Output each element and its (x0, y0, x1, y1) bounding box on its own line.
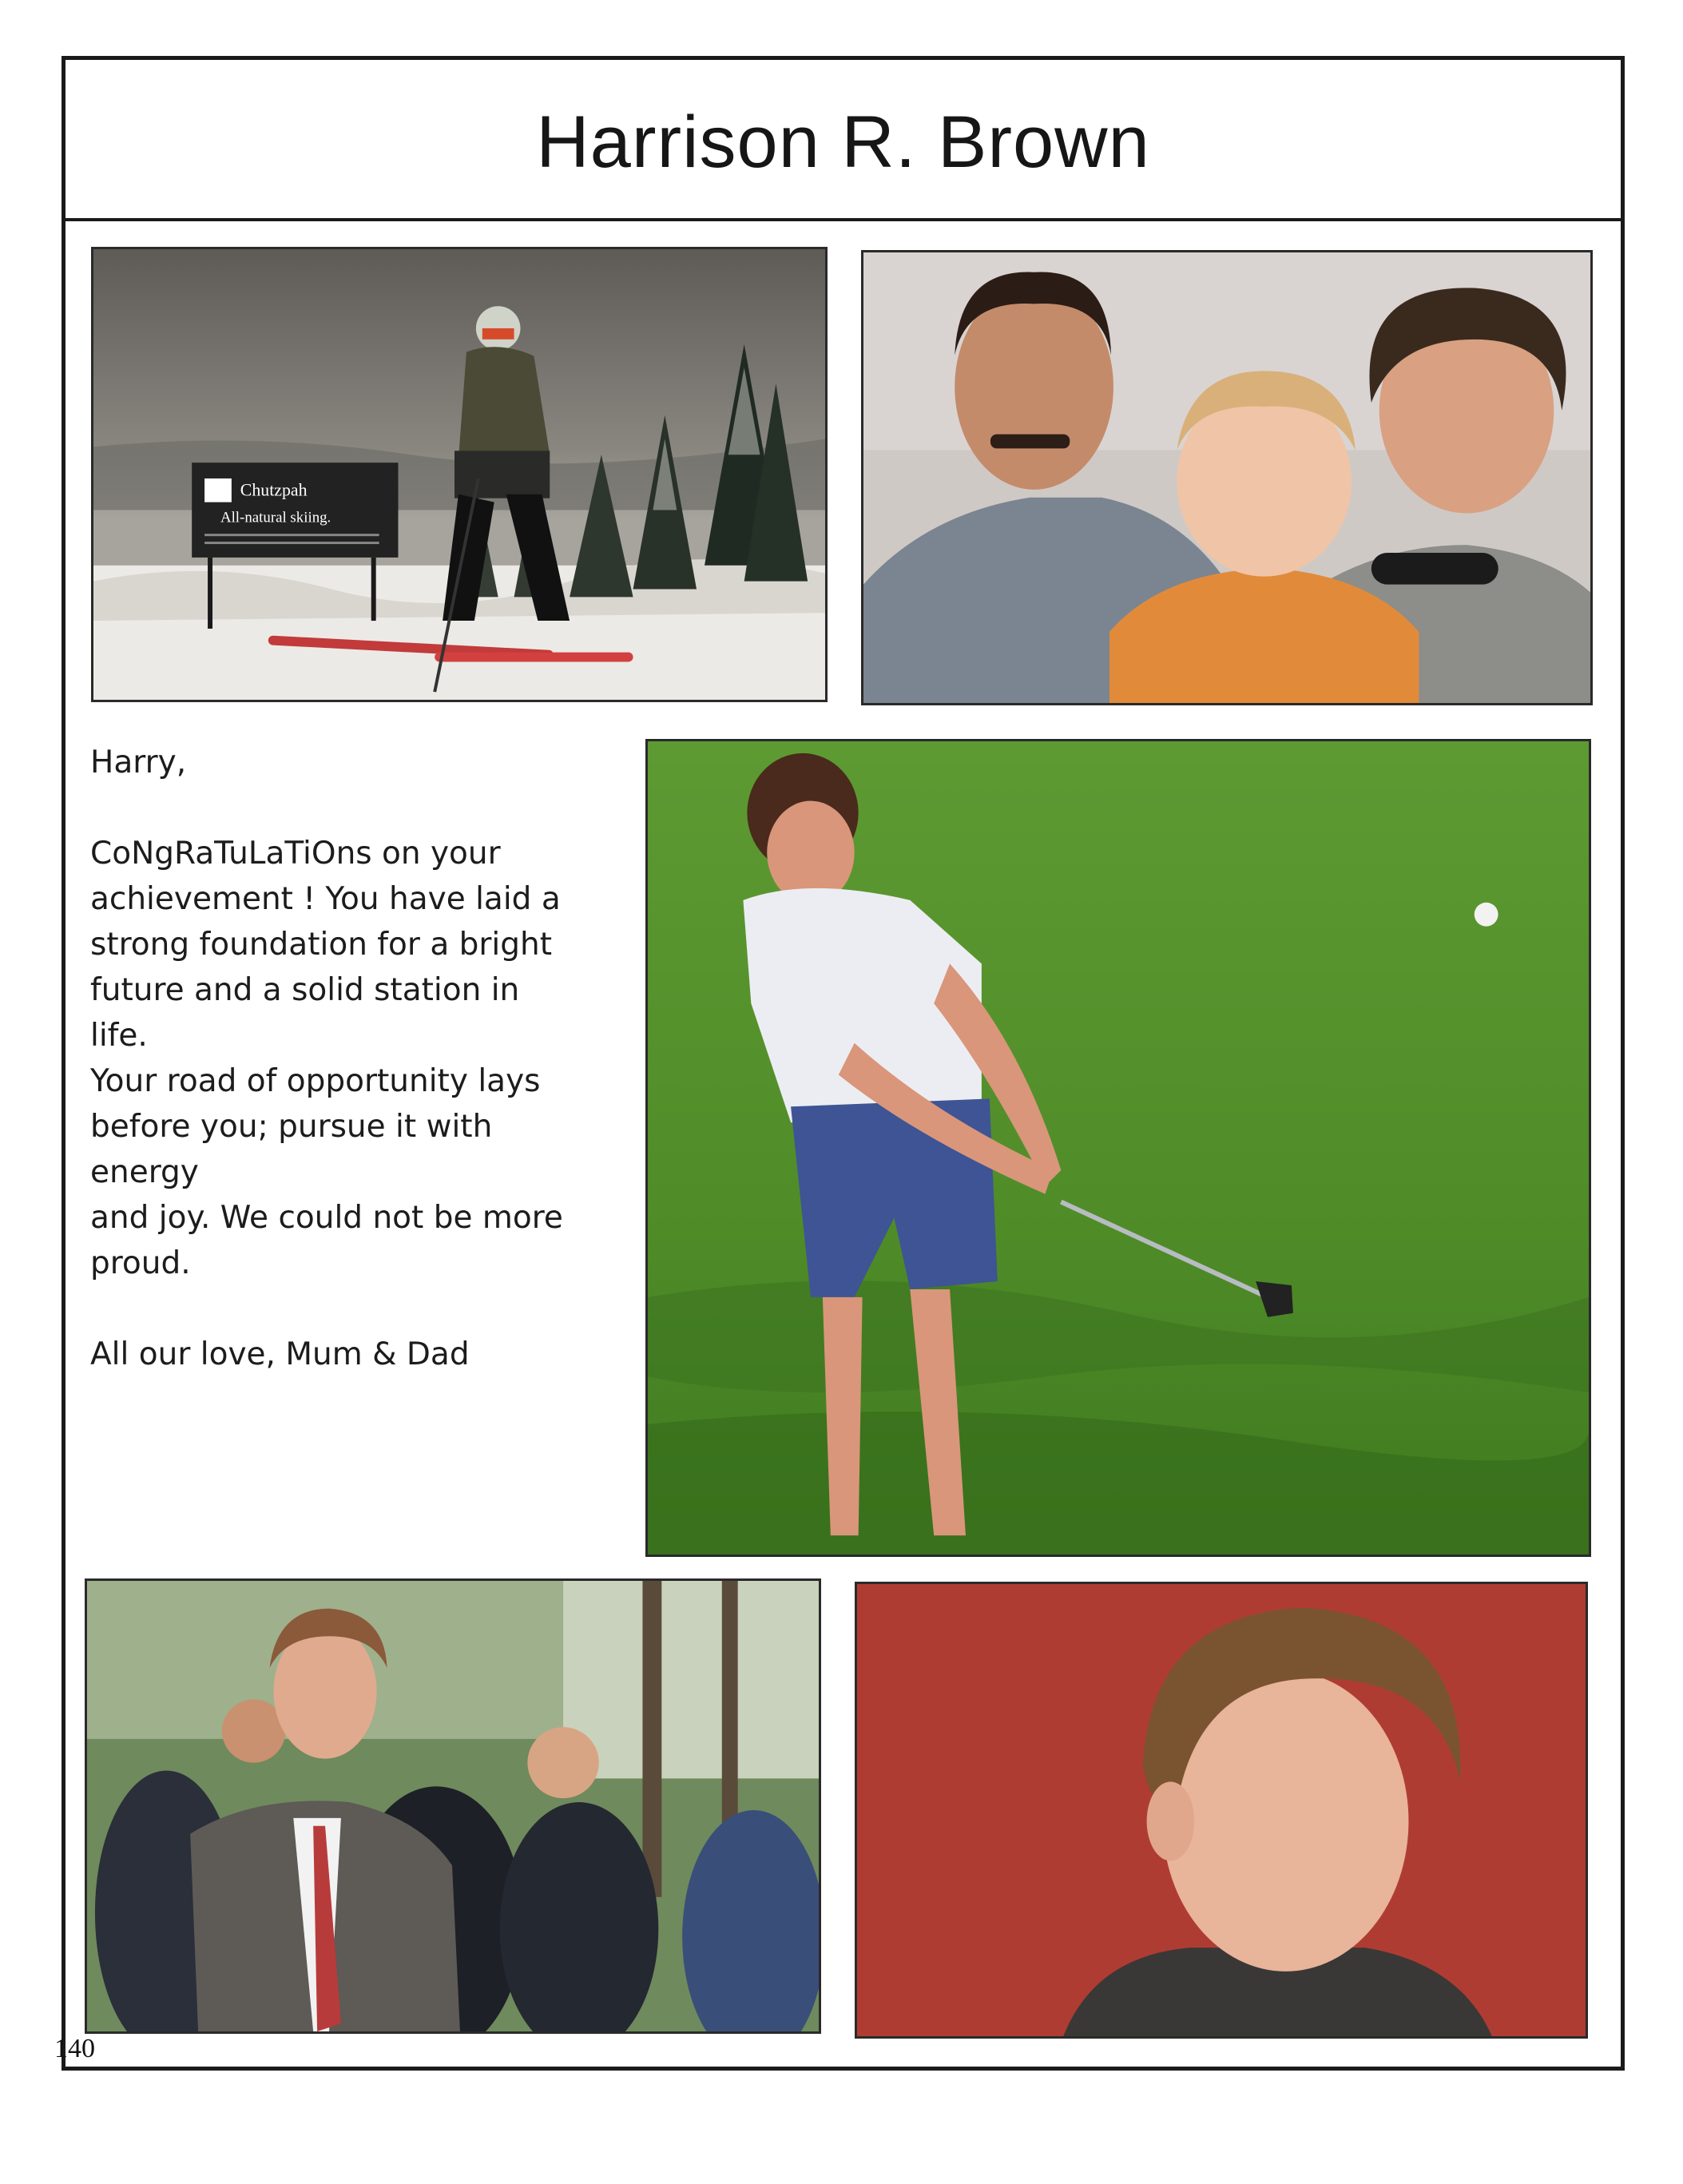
family-photo (861, 250, 1593, 705)
golfer-photo-icon (648, 741, 1589, 1555)
letter-line: Your road of opportunity lays (90, 1063, 541, 1099)
skiing-photo (91, 247, 828, 702)
ceremony-photo (85, 1578, 821, 2034)
family-photo-icon (863, 252, 1590, 703)
letter-line: and joy. We could not be more (90, 1200, 563, 1236)
page-title: Harrison R. Brown (536, 101, 1150, 183)
title-bar (65, 60, 1621, 221)
letter-line: strong foundation for a bright (90, 927, 553, 963)
letter-line: future and a solid station in life. (90, 972, 520, 1054)
golf-photo (645, 739, 1591, 1557)
ceremony-photo-icon (87, 1581, 819, 2031)
page-number: 140 (54, 2034, 95, 2063)
svg-text:All-natural skiing.: All-natural skiing. (220, 509, 331, 526)
portrait-photo-icon (857, 1584, 1586, 2036)
letter-line: before you; pursue it with energy (90, 1109, 493, 1190)
letter-line: proud. (90, 1245, 191, 1281)
letter-text (90, 740, 585, 1377)
letter-line: CoNgRaTuLaTiOns on your (90, 836, 501, 872)
letter-line: achievement ! You have laid a (90, 881, 561, 917)
letter-closing: All our love, Mum & Dad (90, 1336, 470, 1372)
skier-photo-icon (93, 249, 825, 700)
svg-text:Chutzpah: Chutzpah (240, 480, 308, 500)
portrait-photo (855, 1582, 1588, 2039)
letter-greeting: Harry, (90, 745, 187, 780)
